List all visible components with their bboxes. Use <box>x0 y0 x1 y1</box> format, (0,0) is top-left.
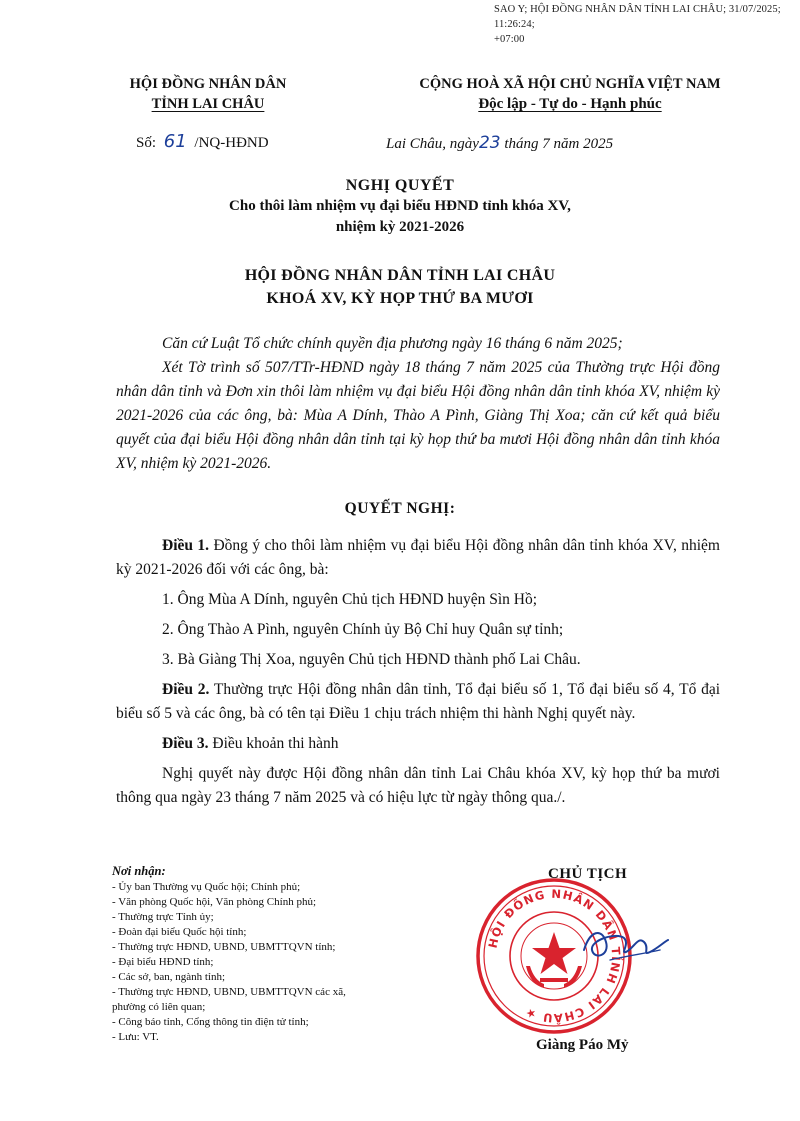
svg-text:HỘI ĐỒNG NHÂN DÂN TỈNH LAI CHÂ: HỘI ĐỒNG NHÂN DÂN TỈNH LAI CHÂU ★ <box>485 886 624 1026</box>
title-line-1: Cho thôi làm nhiệm vụ đại biểu HĐND tỉnh khóa XV, <box>229 198 571 214</box>
article-3-body: Nghị quyết này được Hội đồng nhân dân tỉnh Lai Châu khóa XV, kỳ họp thứ ba mươi thông qua ngày 23 tháng 7 năm 2025 và có hiệu lực từ ngày thông qua./. <box>116 765 720 806</box>
document-title <box>0 175 800 238</box>
recipient-line: - Các sở, ban, ngành tỉnh; <box>112 971 226 983</box>
doc-type: NGHỊ QUYẾT <box>345 177 455 194</box>
national-title: CỘNG HOÀ XÃ HỘI CHỦ NGHĨA VIỆT NAM <box>419 76 721 92</box>
recipient-line: - Đoàn đại biểu Quốc hội tỉnh; <box>112 926 247 938</box>
handwritten-signature-icon <box>580 920 670 970</box>
article-3 <box>116 732 720 756</box>
recipient-line: - Công báo tỉnh, Cổng thông tin điện tử tỉnh; <box>112 1016 309 1028</box>
recipient-line: - Thường trực Tỉnh ủy; <box>112 911 214 923</box>
issuer-header <box>108 74 308 114</box>
issuer-line-1: HỘI ĐỒNG NHÂN DÂN <box>129 76 287 92</box>
preamble <box>116 332 720 476</box>
document-number <box>136 131 269 152</box>
council-line-2: KHOÁ XV, KỲ HỌP THỨ BA MƯƠI <box>266 290 534 307</box>
article-2 <box>116 678 720 726</box>
article-1-text: Đồng ý cho thôi làm nhiệm vụ đại biểu Hội đồng nhân dân tỉnh khóa XV, nhiệm kỳ 2021-2026 đối với các ông, bà: <box>116 537 720 578</box>
signer-name: Giàng Páo Mỷ <box>536 1037 629 1053</box>
article-1 <box>116 534 720 582</box>
decision-heading: QUYẾT NGHỊ: <box>344 500 456 517</box>
national-motto: Độc lập - Tự do - Hạnh phúc <box>478 96 662 112</box>
recipient-line: - Văn phòng Quốc hội, Văn phòng Chính phủ; <box>112 896 316 908</box>
number-suffix: /NQ-HĐND <box>194 135 269 151</box>
issuer-line-2: TỈNH LAI CHÂU <box>151 96 265 112</box>
recipient-line: - Thường trực HĐND, UBND, UBMTTQVN các xã, <box>112 986 346 998</box>
article-2-label: Điều 2. <box>162 681 210 698</box>
list-item: 3. Bà Giàng Thị Xoa, nguyên Chủ tịch HĐND thành phố Lai Châu. <box>162 651 581 668</box>
handwritten-number: 61 <box>163 131 187 152</box>
list-item: 1. Ông Mùa A Dính, nguyên Chủ tịch HĐND huyện Sìn Hồ; <box>162 591 538 608</box>
article-2-text: Thường trực Hội đồng nhân dân tỉnh, Tổ đại biểu số 1, Tổ đại biểu số 4, Tổ đại biểu số 5 và các ông, bà có tên tại Điều 1 chịu trách nhiệm thi hành Nghị quyết này. <box>116 681 721 722</box>
date-suffix: tháng 7 năm 2025 <box>504 136 614 152</box>
handwritten-day: 23 <box>478 133 501 153</box>
articles <box>116 534 720 810</box>
recipient-line: phường có liên quan; <box>112 1001 206 1013</box>
national-header <box>360 74 780 114</box>
recipient-line: - Đại biểu HĐND tỉnh; <box>112 956 214 968</box>
preamble-paragraph-2: Xét Tờ trình số 507/TTr-HĐND ngày 18 tháng 7 năm 2025 của Thường trực Hội đồng nhân dân tỉnh và Đơn xin thôi làm nhiệm vụ đại biểu Hội đồng nhân dân tỉnh khóa XV, nhiệm kỳ 2021-2026 của các ông, bà: Mùa A Dính, Thào A Pình, Giàng Thị Xoa; căn cứ kết quả biểu quyết của đại biểu Hội đồng nhân dân tỉnh tại kỳ họp thứ ba mươi Hội đồng nhân dân tỉnh khóa XV, nhiệm kỳ 2021-2026. <box>116 359 720 472</box>
council-line-1: HỘI ĐỒNG NHÂN DÂN TỈNH LAI CHÂU <box>244 267 556 284</box>
date-prefix: Lai Châu, ngày <box>386 136 479 152</box>
stamp-line-1: SAO Y; HỘI ĐỒNG NHÂN DÂN TỈNH LAI CHÂU; 31/07/2025; 11:26:24; <box>494 4 781 30</box>
document-date <box>386 133 613 153</box>
signer-title: CHỦ TỊCH <box>548 866 628 882</box>
preamble-paragraph-1: Căn cứ Luật Tổ chức chính quyền địa phương ngày 16 tháng 6 năm 2025; <box>162 335 623 352</box>
digital-copy-stamp <box>494 2 794 47</box>
title-line-2: nhiệm kỳ 2021-2026 <box>335 219 465 235</box>
recipient-line: - Ủy ban Thường vụ Quốc hội; Chính phủ; <box>112 881 301 893</box>
number-label: Số: <box>136 135 157 151</box>
recipient-line: - Thường trực HĐND, UBND, UBMTTQVN tỉnh; <box>112 941 336 953</box>
recipient-line: - Lưu: VT. <box>112 1031 159 1043</box>
stamp-line-2: +07:00 <box>494 34 525 45</box>
council-heading <box>0 264 800 310</box>
article-1-label: Điều 1. <box>162 537 210 554</box>
list-item: 2. Ông Thào A Pình, nguyên Chính ủy Bộ Chỉ huy Quân sự tỉnh; <box>162 621 564 638</box>
article-3-label: Điều 3. <box>162 735 209 752</box>
article-3-text: Điều khoản thi hành <box>212 735 339 752</box>
recipients-title: Nơi nhận: <box>112 864 166 878</box>
recipients-list <box>112 864 472 1045</box>
